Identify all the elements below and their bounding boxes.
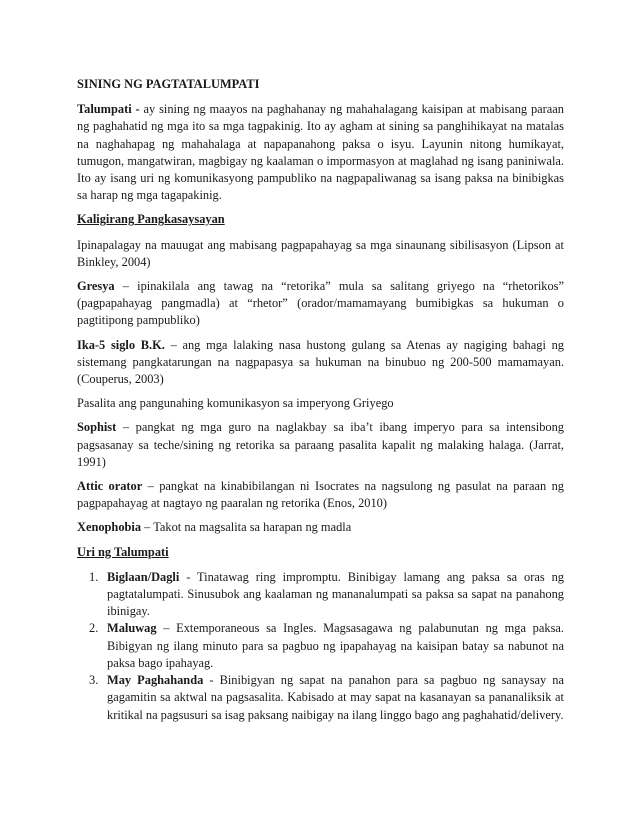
talumpati-types-list — [77, 569, 564, 724]
entry-term: Attic orator — [77, 479, 143, 494]
entry-text: – pangkat na kinabibilangan ni Isocrates na nagsulong ng pasulat na paraan ng pagpapahayag at nagtayo ng paaralan ng retorika (Enos, 2010) — [77, 479, 564, 511]
entry-attic-orator — [77, 478, 564, 512]
entry-xenophobia — [77, 519, 564, 536]
list-item — [77, 672, 564, 724]
entry-term: Ika-5 siglo B.K. — [77, 337, 165, 352]
list-term: May Paghahanda — [107, 673, 204, 688]
entry-text: – ang mga lalaking nasa hustong gulang sa Atenas ay nagiging bahagi ng sistemang pangkatarungan na nagpapasya sa hukuman na binubuo ng 200-500 mamamayan. (Couperus, 2003) — [77, 337, 564, 387]
entry-text: – pangkat ng mga guro na naglakbay sa iba’t ibang imperyo para sa intensibong pagsasanay sa teche/sining ng retorika sa paraang pasalita kapalit ng malaking halaga. (Jarrat, 1991) — [77, 420, 564, 469]
note-paragraph: Pasalita ang pangunahing komunikasyon sa imperyong Griyego — [77, 396, 394, 411]
entry-text: – Takot na magsalita sa harapan ng madla — [141, 520, 352, 535]
list-text: - Tinatawag ring impromptu. Binibigay lamang ang paksa sa oras ng pagtatalumpati. Sinusubok ang kaalaman ng mananalumpati sa paksa sa sapat na panahong ibinigay. — [107, 569, 564, 619]
intro-paragraph: Ipinapalagay na mauugat ang mabisang pagpapahayag sa mga sinaunang sibilisasyon (Lipson at Binkley, 2004) — [77, 237, 564, 269]
document-body — [77, 76, 564, 724]
list-number: 3. — [89, 673, 99, 688]
list-number: 1. — [89, 569, 99, 584]
section-heading-uri: Uri ng Talumpati — [77, 544, 169, 559]
document-title: SINING NG PAGTATALUMPATI — [77, 77, 260, 91]
section-heading-kaligiran: Kaligirang Pangkasaysayan — [77, 212, 225, 227]
entry-ika5-siglo — [77, 337, 564, 389]
list-text: - Binibigyan ng sapat na panahon para sa pagbuo ng sanaysay na gagamitin sa aktwal na pagsasalita. Kabisado at may sapat na kasanayan sa pananaliksik at kritikal na pagsusuri sa isag paksang naibigay na ilang linggo bago ang paghahatid/delivery. — [107, 673, 564, 722]
entry-text: – ipinakilala ang tawag na “retorika” mula sa salitang griyego na “rhetorikos” (pagpapahayag pangmadla) at “rhetor” (orador/mamamayang bumibigkas sa hukuman o pagtitipong pampubliko) — [77, 279, 564, 328]
list-term: Biglaan/Dagli — [107, 569, 180, 584]
entry-term: Sophist — [77, 420, 117, 435]
entry-term: Gresya — [77, 279, 115, 294]
entry-gresya — [77, 278, 564, 330]
entry-sophist — [77, 419, 564, 471]
list-term: Maluwag — [107, 621, 157, 636]
entry-term: Xenophobia — [77, 520, 142, 535]
list-number: 2. — [89, 621, 99, 636]
definition-text: ay sining ng maayos na paghahanay ng mahahalagang kaisipan at mabisang paraan ng paghahatid ng mga ito sa mga tagpakinig. Ito ay agham at sining sa panghihikayat na matalas na naghahapag ng mahahalaga at napapanahong paksa o isyu. Layunin nitong humikayat, tumugon, mangatwiran, magbigay ng kaalaman o impormasyon at maglahad ng isang paniniwala. Ito ay isang uri ng komunikasyong pampubliko na nagpapaliwanag sa isang paksa na binibigkas sa harap ng mga tagapakinig. — [77, 102, 564, 203]
list-item — [77, 620, 564, 672]
list-item — [77, 569, 564, 621]
definition-term: Talumpati - — [77, 102, 140, 117]
list-text: – Extemporaneous sa Ingles. Magsasagawa ng palabunutan ng mga paksa. Bibigyan ng ilang minuto para sa pagbuo ng ipapahayag na kaisipan batay sa nabunot na paksa bago ipahayag. — [107, 621, 564, 670]
definition-paragraph — [77, 101, 564, 204]
